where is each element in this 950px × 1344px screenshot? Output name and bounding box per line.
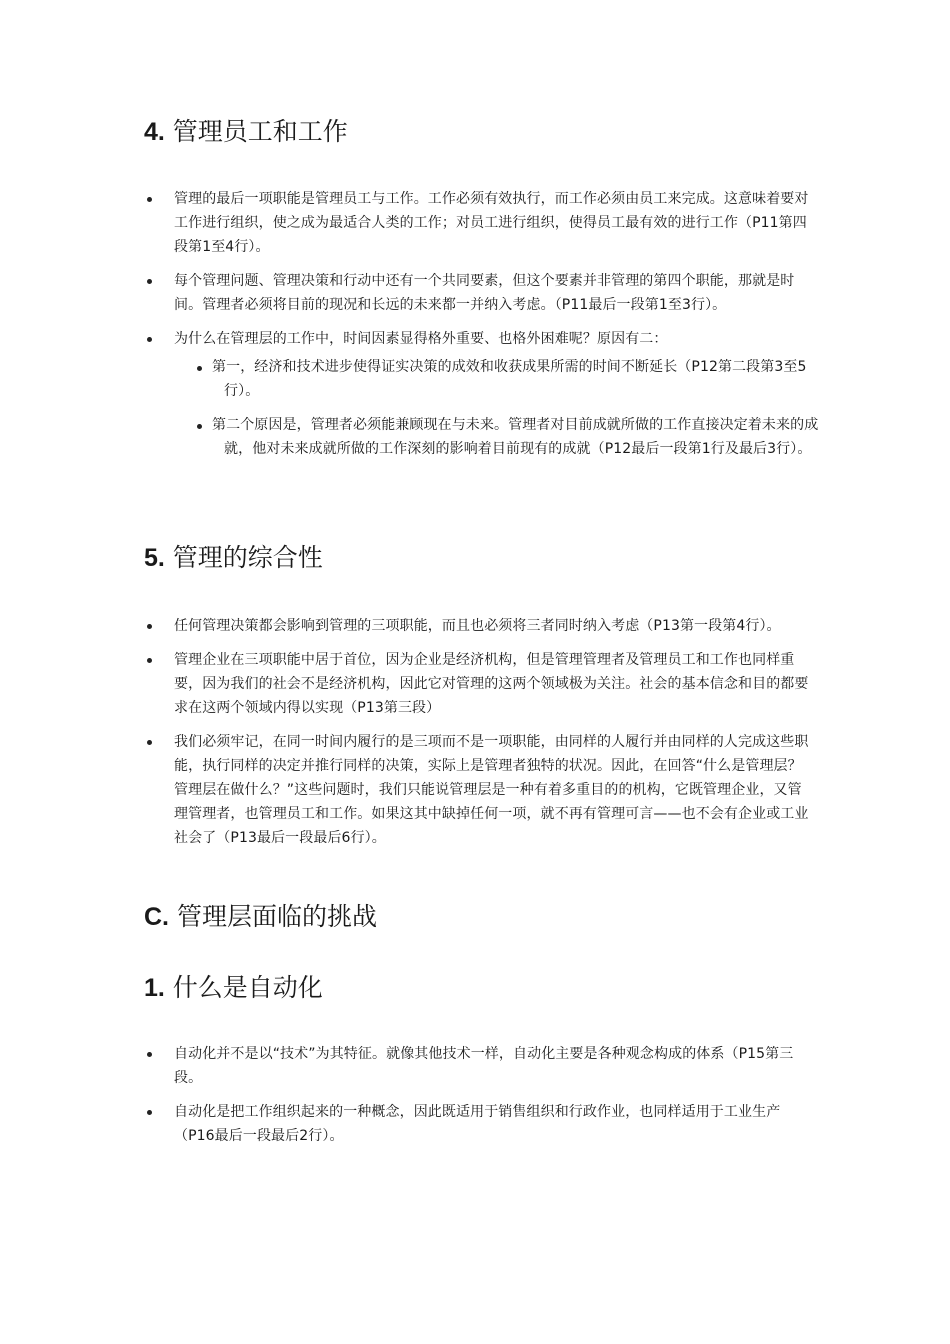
section-title: 管理员工和工作 [164, 117, 348, 146]
bullet-list-section-5 [0, 614, 950, 860]
list-item [0, 269, 950, 317]
section-title: 管理层面临的挑战 [169, 902, 377, 931]
list-item [0, 648, 950, 720]
list-item-text: 任何管理决策都会影响到管理的三项职能，而且也必须将三者同时纳入考虑（P13第一段第4行）。 [174, 618, 781, 634]
section-number: C. [144, 903, 169, 931]
list-item-text: 为什么在管理层的工作中，时间因素显得格外重要、也格外困难呢？原因有二： [174, 331, 668, 347]
bullet-list-section-1 [0, 1042, 950, 1158]
sub-list-item [0, 413, 950, 461]
sub-list-item-text: 第二个原因是，管理者必须能兼顾现在与未来。管理者对目前成就所做的工作直接决定着未来的成就，他对未来成就所做的工作深刻的影响着目前现有的成就（P12最后一段第1行及最后3行）。 [212, 417, 819, 457]
list-item-text: 我们必须牢记，在同一时间内履行的是三项而不是一项职能，由同样的人履行并由同样的人完成这些职能，执行同样的决定并推行同样的决策，实际上是管理者独特的状况。因此，在回答“什么是管理层？管理层在做什么？”这些问题时，我们只能说管理层是一种有着多重目的的机构，它既管理企业，又管理管理者，也管理员工和工作。如果这其中缺掉任何一项，就不再有管理可言——也不会有企业或工业社会了（P13最后一段最后6行）。 [174, 734, 809, 846]
list-item-text: 管理企业在三项职能中居于首位，因为企业是经济机构，但是管理管理者及管理员工和工作也同样重要，因为我们的社会不是经济机构，因此它对管理的这两个领域极为关注。社会的基本信念和目的都要求在这两个领域内得以实现（P13第三段） [174, 652, 809, 716]
section-number: 5. [144, 544, 165, 572]
bullet-icon [197, 366, 202, 371]
list-item-text: 每个管理问题、管理决策和行动中还有一个共同要素，但这个要素并非管理的第四个职能，那就是时间。管理者必须将目前的现况和长远的未来都一并纳入考虑。（P11最后一段第1至3行）。 [174, 273, 795, 313]
list-item [0, 1042, 950, 1090]
bullet-icon [147, 624, 152, 629]
bullet-icon [147, 1110, 152, 1115]
list-item-text: 自动化是把工作组织起来的一种概念，因此既适用于销售组织和行政作业，也同样适用于工业生产（P16最后一段最后2行）。 [174, 1104, 781, 1144]
bullet-icon [147, 279, 152, 284]
list-item [0, 1100, 950, 1148]
section-title: 什么是自动化 [164, 973, 323, 1002]
list-item [0, 327, 950, 461]
list-item-text: 管理的最后一项职能是管理员工与工作。工作必须有效执行，而工作必须由员工来完成。这意味着要对工作进行组织，使之成为最适合人类的工作；对员工进行组织，使得员工最有效的进行工作（P11第四段第1至4行）。 [174, 191, 809, 255]
bullet-icon [147, 337, 152, 342]
section-heading-4 [144, 116, 824, 148]
bullet-list-section-4 [0, 187, 950, 471]
section-number: 1. [144, 974, 165, 1002]
bullet-icon [147, 197, 152, 202]
bullet-icon [147, 1052, 152, 1057]
section-title: 管理的综合性 [164, 543, 323, 572]
section-heading-5 [144, 542, 824, 574]
sub-list [0, 355, 950, 461]
section-heading-c [144, 901, 824, 933]
bullet-icon [147, 658, 152, 663]
bullet-icon [147, 740, 152, 745]
section-heading-1 [144, 972, 824, 1004]
list-item [0, 730, 950, 850]
sub-list-item-text: 第一，经济和技术进步使得证实决策的成效和收获成果所需的时间不断延长（P12第二段第3至5行）。 [212, 359, 807, 399]
list-item [0, 187, 950, 259]
section-number: 4. [144, 118, 165, 146]
list-item-text: 自动化并不是以“技术”为其特征。就像其他技术一样，自动化主要是各种观念构成的体系（P15第三段。 [174, 1046, 794, 1086]
sub-list-item [0, 355, 950, 403]
list-item [0, 614, 950, 638]
bullet-icon [197, 424, 202, 429]
